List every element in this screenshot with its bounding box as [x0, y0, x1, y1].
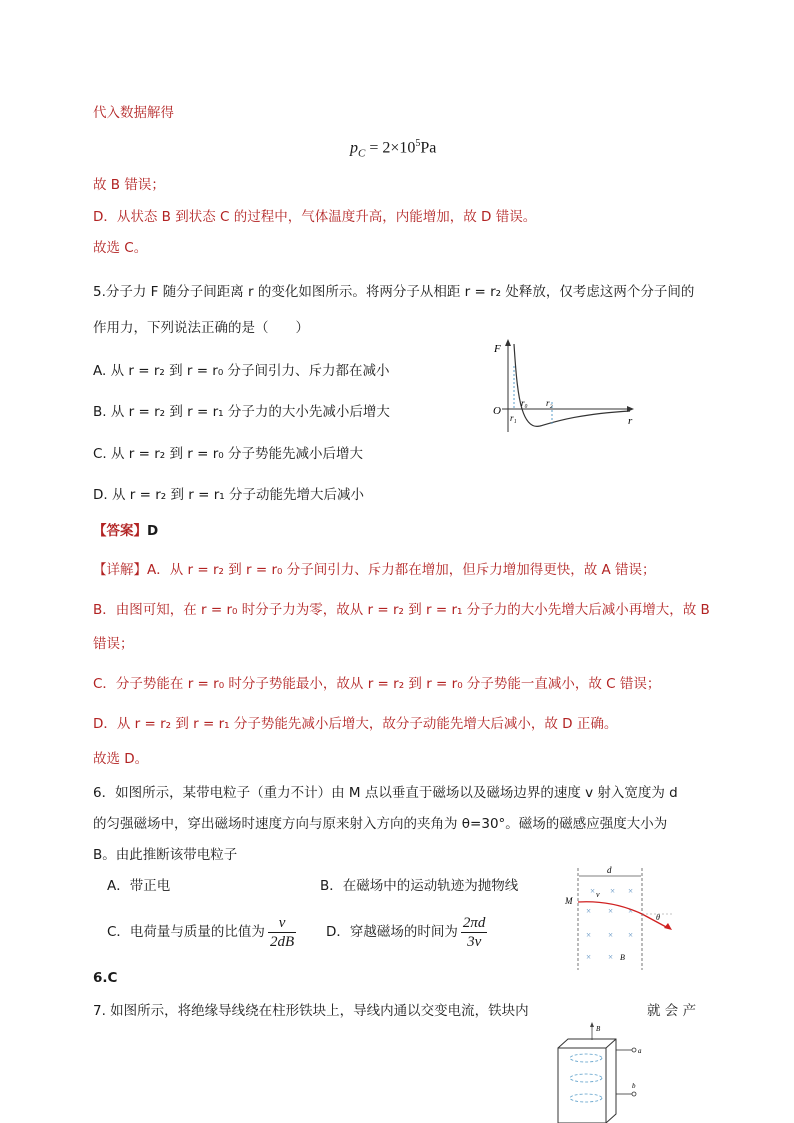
equation-pc [350, 138, 436, 160]
eq-lhs: p [350, 139, 358, 157]
q5-option-a: A. 从 r = r₂ 到 r = r₀ 分子间引力、斥力都在减小 [93, 363, 390, 379]
q5-detail: B．由图可知，在 r = r₀ 时分子力为零，故从 r = r₂ 到 r = r₁ 分子力的大小先增大后减小再增大，故 B [93, 602, 710, 618]
eq-unit: Pa [420, 139, 437, 157]
cross-mark: × [590, 886, 596, 896]
q7-stem: 7. 如图所示，将绝缘导线绕在柱形铁块上，导线内通以交变电流，铁块内 [93, 1003, 529, 1019]
iron-block-front [558, 1048, 606, 1123]
detail-text: A．从 r = r₂ 到 r = r₀ 分子间引力、斥力都在增加，但斥力增加得更快，故 A 错误； [147, 562, 656, 578]
exit-arrowhead [664, 923, 672, 930]
q7-stem-tail: 就 会 产 [647, 1003, 697, 1019]
iron-block-edge [606, 1039, 616, 1048]
label-r2: r₂ [546, 398, 553, 408]
label-f: F [494, 343, 501, 355]
field-arrowhead [590, 1022, 594, 1027]
label-r1: r₁ [510, 413, 517, 423]
answer-label: 【答案】 [93, 523, 147, 539]
label-b: B [596, 1025, 601, 1033]
label-a: a [638, 1047, 642, 1055]
label-r: r [628, 415, 633, 427]
q5-detail: C．分子势能在 r = r₀ 时分子势能最小，故从 r = r₂ 到 r = r₀ 分子势能一直减小，故 C 错误； [93, 676, 661, 692]
label-m: M [565, 896, 573, 906]
fraction-den: 3v [467, 933, 482, 950]
fraction-den: 2dB [269, 933, 295, 950]
q5-stem: 作用力，下列说法正确的是（ ） [93, 320, 309, 336]
label-d: d [607, 865, 612, 875]
eq-exp: 5 [415, 138, 421, 149]
q6-stem: 的匀强磁场中，穿出磁场时速度方向与原来射入方向的夹角为 θ=30°。磁场的磁感应强度大小为 [93, 816, 668, 832]
fraction-q-over-m [268, 914, 296, 951]
f-axis-arrow [505, 339, 511, 346]
q6-option-d [326, 912, 490, 952]
q5-answer [93, 521, 158, 541]
cross-mark: × [586, 906, 592, 916]
solution-text: 故选 C。 [93, 240, 148, 256]
answer-value: D [147, 523, 159, 539]
exit-velocity [642, 914, 668, 928]
label-theta: θ [656, 913, 660, 922]
cross-mark: × [628, 930, 634, 940]
cross-mark: × [610, 886, 616, 896]
label-v: v [596, 890, 600, 899]
option-c-text: C．电荷量与质量的比值为 [107, 924, 265, 940]
current-loop [570, 1094, 602, 1102]
solution-text: D．从状态 B 到状态 C 的过程中，气体温度升高，内能增加，故 D 错误。 [93, 209, 537, 225]
q6-option-b: B．在磁场中的运动轨迹为抛物线 [320, 878, 519, 894]
solution-text: 代入数据解得 [93, 105, 174, 121]
q6-option-a: A．带正电 [107, 878, 171, 894]
label-r0: r₀ [521, 398, 528, 408]
eddy-current-loops [570, 1054, 602, 1102]
q5-detail [93, 560, 656, 580]
iron-core-diagram [548, 1022, 648, 1123]
q5-option-c: C. 从 r = r₂ 到 r = r₀ 分子势能先减小后增大 [93, 446, 363, 462]
fraction-num: 2πd [462, 914, 486, 931]
solution-text: 故 B 错误； [93, 177, 165, 193]
force-distance-graph [488, 336, 638, 436]
current-loop [570, 1054, 602, 1062]
label-b-terminal: b [632, 1082, 636, 1090]
q6-option-c [107, 912, 299, 952]
iron-block-depth [558, 1039, 616, 1123]
cross-mark: × [586, 930, 592, 940]
label-b: B [620, 953, 625, 962]
q5-conclusion: 故选 D。 [93, 751, 149, 767]
cross-mark: × [628, 886, 634, 896]
q6-stem: 6．如图所示，某带电粒子（重力不计）由 M 点以垂直于磁场以及磁场边界的速度 v 射入宽度为 d [93, 785, 678, 801]
force-curve [514, 344, 630, 426]
q5-option-b: B. 从 r = r₂ 到 r = r₁ 分子力的大小先减小后增大 [93, 404, 390, 420]
cross-mark: × [608, 952, 614, 962]
terminal-b [632, 1092, 636, 1096]
cross-mark: × [628, 906, 634, 916]
q6-stem: B。由此推断该带电粒子 [93, 847, 238, 863]
terminal-a [632, 1048, 636, 1052]
q5-stem: 5.分子力 F 随分子间距离 r 的变化如图所示。将两分子从相距 r = r₂ 处释放，仅考虑这两个分子间的 [93, 284, 695, 300]
q5-option-d: D. 从 r = r₂ 到 r = r₁ 分子动能先增大后减小 [93, 487, 364, 503]
label-origin: O [493, 405, 501, 417]
eq-rhs: = 2×10 [365, 139, 416, 157]
q5-detail: 错误； [93, 636, 134, 652]
cross-mark: × [586, 952, 592, 962]
magnetic-field-diagram [562, 862, 687, 974]
fraction-num: v [268, 914, 296, 933]
fraction-time [461, 914, 488, 951]
cross-mark: × [608, 906, 614, 916]
option-d-text: D．穿越磁场的时间为 [326, 924, 458, 940]
detail-label: 【详解】 [93, 562, 147, 578]
current-loop [570, 1074, 602, 1082]
field-crosses [586, 886, 633, 962]
q6-answer: 6.C [93, 970, 118, 986]
cross-mark: × [608, 930, 614, 940]
eq-sub: C [358, 147, 366, 160]
q5-detail: D．从 r = r₂ 到 r = r₁ 分子势能先减小后增大，故分子动能先增大后减小，故 D 正确。 [93, 716, 618, 732]
